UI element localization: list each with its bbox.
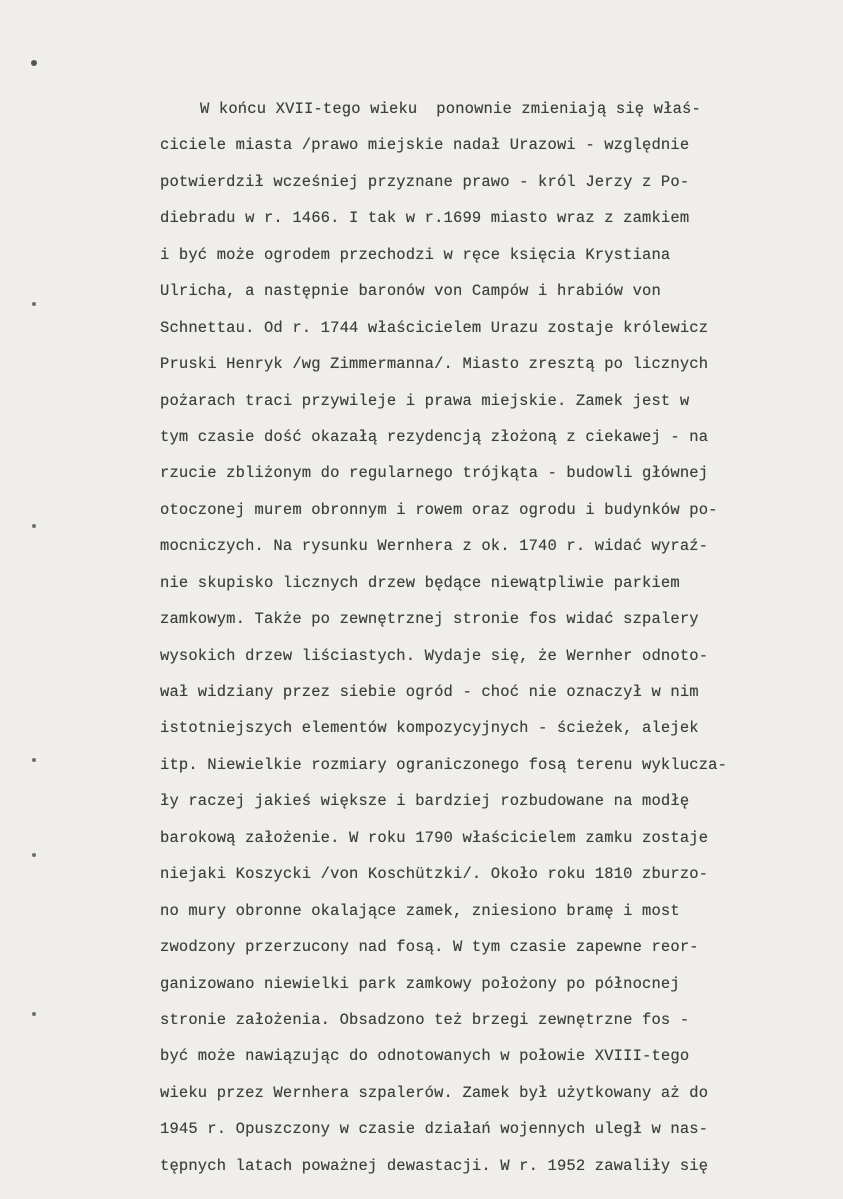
text-line: W końcu XVII-tego wieku ponownie zmieniają się właś- xyxy=(200,100,701,118)
text-line: rzucie zbliżonym do regularnego trójkąta - budowli głównej xyxy=(160,464,709,483)
text-line: itp. Niewielkie rozmiary ograniczonego fosą terenu wyklucza- xyxy=(160,755,728,774)
text-line: być może nawiązując do odnotowanych w połowie XVIII-tego xyxy=(160,1047,690,1066)
text-line: barokową założenie. W roku 1790 właścicielem zamku zostaje xyxy=(160,828,709,847)
punch-hole-mark xyxy=(32,853,36,857)
text-line: tym czasie dość okazałą rezydencją złożoną z ciekawej - na xyxy=(160,427,709,446)
punch-hole-mark xyxy=(32,524,36,528)
text-line: no mury obronne okalające zamek, zniesiono bramę i most xyxy=(160,901,680,920)
punch-hole-mark xyxy=(32,302,36,306)
text-line: stronie założenia. Obsadzono też brzegi zewnętrzne fos - xyxy=(160,1010,690,1029)
text-line: ły raczej jakieś większe i bardziej rozbudowane na modłę xyxy=(160,792,690,811)
text-line: i być może ogrodem przechodzi w ręce księcia Krystiana xyxy=(160,245,671,264)
text-line: Pruski Henryk /wg Zimmermanna/. Miasto zresztą po licznych xyxy=(160,355,709,374)
text-line: zwodzony przerzucony nad fosą. W tym czasie zapewne reor- xyxy=(160,938,699,957)
text-line: Ulricha, a następnie baronów von Campów i hrabiów von xyxy=(160,282,661,301)
text-line: mocniczych. Na rysunku Wernhera z ok. 1740 r. widać wyraź- xyxy=(160,537,709,556)
text-line: diebradu w r. 1466. I tak w r.1699 miasto wraz z zamkiem xyxy=(160,209,690,228)
text-line: niejaki Koszycki /von Koschützki/. Około roku 1810 zburzo- xyxy=(160,865,709,884)
text-line: nie skupisko licznych drzew będące niewątpliwie parkiem xyxy=(160,573,680,592)
text-line: wał widziany przez siebie ogród - choć nie oznaczył w nim xyxy=(160,683,699,701)
text-line: tępnych latach poważnej dewastacji. W r. 1952 zawaliły się xyxy=(160,1156,709,1175)
text-line: wieku przez Wernhera szpalerów. Zamek był użytkowany aż do xyxy=(160,1083,709,1102)
punch-hole-mark xyxy=(32,758,36,762)
text-line: potwierdził wcześniej przyznane prawo - król Jerzy z Po- xyxy=(160,172,690,191)
text-line: pożarach traci przywileje i prawa miejskie. Zamek jest w xyxy=(160,391,690,410)
text-line: wysokich drzew liściastych. Wydaje się, że Wernher odnoto- xyxy=(160,646,709,665)
text-line: ciciele miasta /prawo miejskie nadał Urazowi - względnie xyxy=(160,136,690,155)
text-line: Schnettau. Od r. 1744 właścicielem Urazu zostaje królewicz xyxy=(160,318,709,337)
text-line: zamkowym. Także po zewnętrznej stronie fos widać szpalery xyxy=(160,610,699,629)
punch-hole-mark xyxy=(32,1012,36,1016)
text-line: 1945 r. Opuszczony w czasie działań wojennych uległ w nas- xyxy=(160,1120,709,1139)
body-text xyxy=(160,91,800,1184)
text-line: istotniejszych elementów kompozycyjnych - ścieżek, alejek xyxy=(160,719,699,738)
text-line: otoczonej murem obronnym i rowem oraz ogrodu i budynków po- xyxy=(160,500,718,519)
text-line: ganizowano niewielki park zamkowy położony po północnej xyxy=(160,974,680,993)
punch-hole-mark xyxy=(31,60,37,66)
